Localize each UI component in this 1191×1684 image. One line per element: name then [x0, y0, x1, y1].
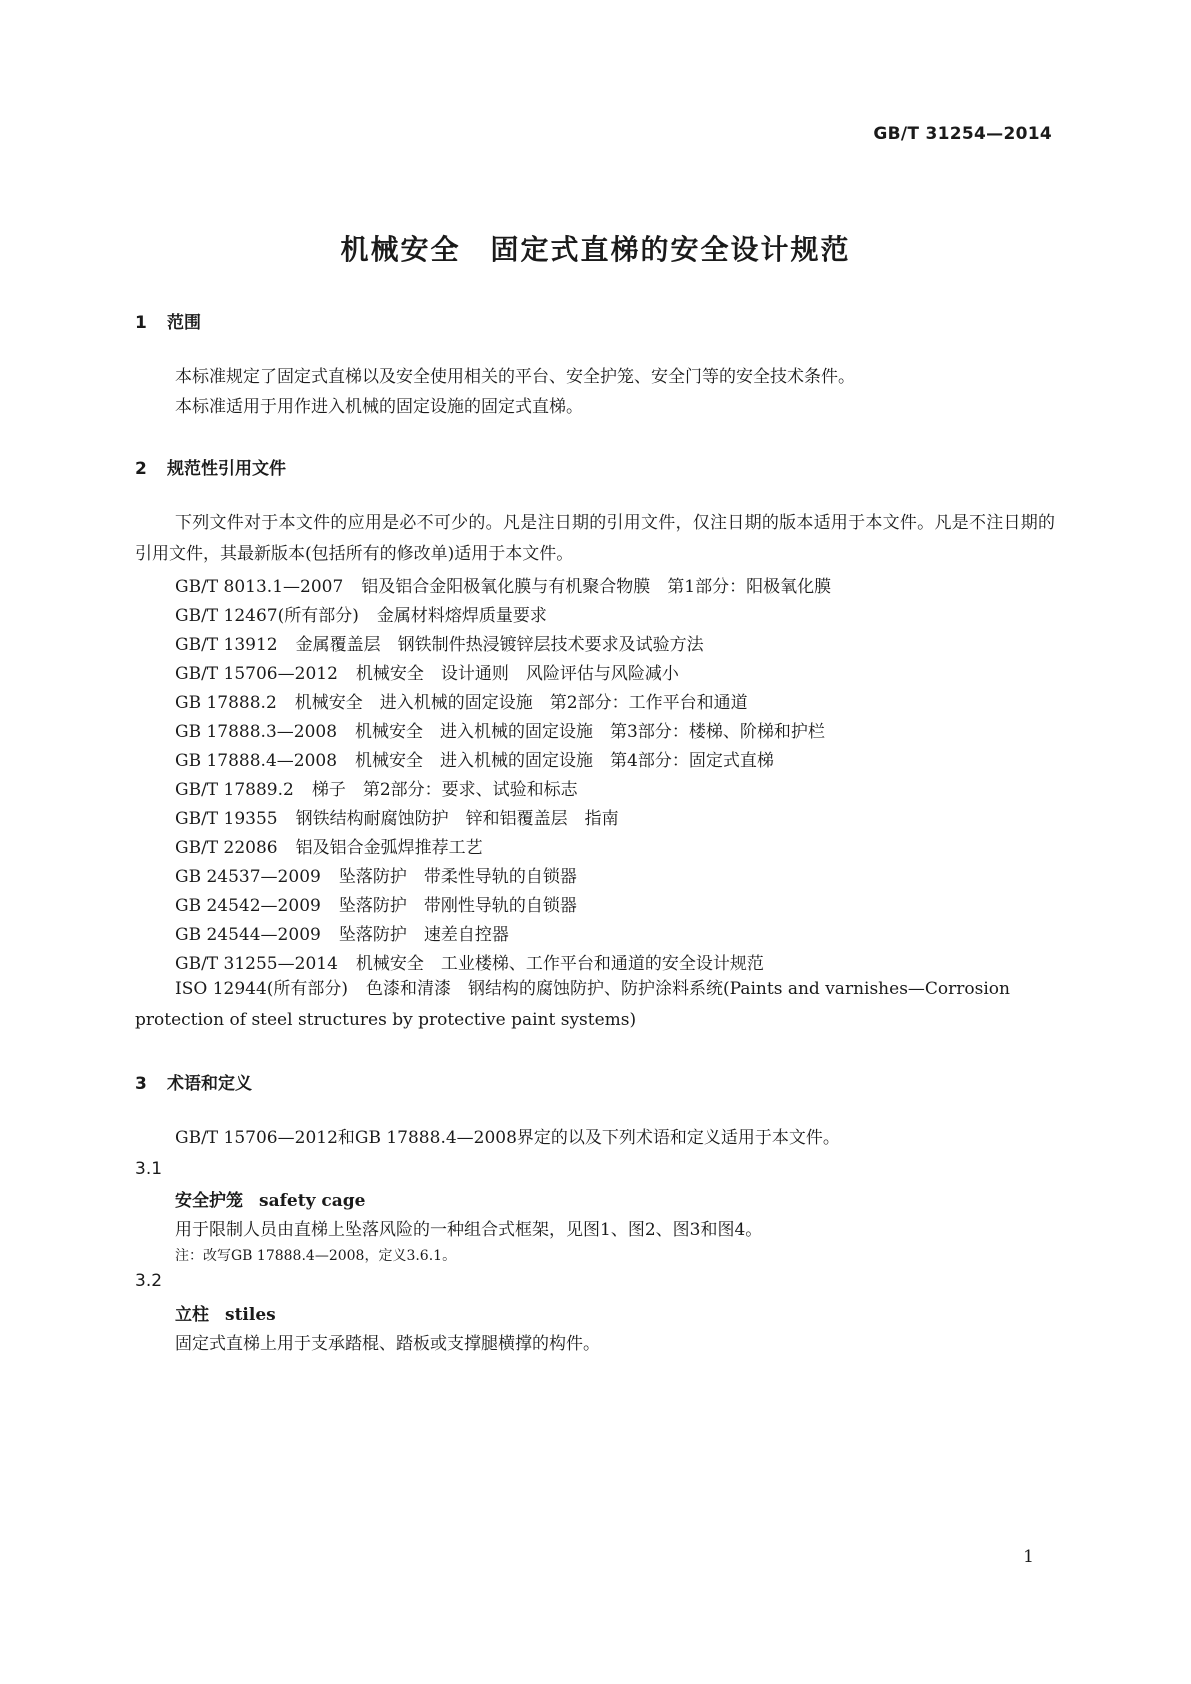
section-number: 3 [135, 1074, 147, 1094]
reference-code: GB/T 13912 [175, 635, 278, 655]
reference-code: GB 17888.4—2008 [175, 751, 338, 771]
reference-title: 铝及铝合金弧焊推荐工艺 [295, 838, 483, 858]
reference-title: 钢铁结构耐腐蚀防护 锌和铝覆盖层 指南 [295, 809, 619, 829]
page-number: 1 [1023, 1547, 1034, 1567]
reference-code: GB/T 15706—2012 [175, 664, 338, 684]
reference-title: 机械安全 进入机械的固定设施 第4部分：固定式直梯 [355, 751, 774, 771]
section-2-heading [135, 454, 286, 479]
term-definition: 用于限制人员由直梯上坠落风险的一种组合式框架，见图1、图2、图3和图4。 [175, 1220, 763, 1240]
reference-title: 梯子 第2部分：要求、试验和标志 [311, 780, 578, 800]
reference-title: 金属覆盖层 钢铁制件热浸镀锌层技术要求及试验方法 [295, 635, 704, 655]
reference-item [175, 659, 679, 684]
reference-code: GB/T 19355 [175, 809, 278, 829]
reference-title: 坠落防护 速差自控器 [338, 925, 509, 945]
reference-title: 机械安全 工业楼梯、工作平台和通道的安全设计规范 [355, 954, 764, 974]
reference-code: GB/T 22086 [175, 838, 278, 858]
reference-item [135, 974, 1055, 1036]
scope-paragraph: 本标准适用于用作进入机械的固定设施的固定式直梯。 [175, 397, 583, 417]
reference-item [175, 862, 577, 887]
reference-title: 坠落防护 带刚性导轨的自锁器 [338, 896, 577, 916]
reference-item [175, 746, 774, 771]
term-name-en: safety cage [259, 1191, 366, 1211]
reference-title: 机械安全 进入机械的固定设施 第2部分：工作平台和通道 [294, 693, 748, 713]
reference-item [175, 891, 577, 916]
term-number: 3.1 [135, 1159, 163, 1179]
section-1-heading [135, 308, 201, 333]
reference-code: GB 24544—2009 [175, 925, 321, 945]
reference-code: GB/T 8013.1—2007 [175, 577, 344, 597]
term-definition: 固定式直梯上用于支承踏棍、踏板或支撑腿横撑的构件。 [175, 1334, 600, 1354]
reference-item [175, 688, 748, 713]
reference-item [175, 717, 825, 742]
reference-title: 机械安全 进入机械的固定设施 第3部分：楼梯、阶梯和护栏 [355, 722, 825, 742]
reference-item [175, 572, 831, 597]
references-intro: 下列文件对于本文件的应用是必不可少的。凡是注日期的引用文件，仅注日期的版本适用于本文件。凡是不注日期的引用文件，其最新版本(包括所有的修改单)适用于本文件。 [135, 513, 1055, 564]
reference-item [175, 775, 578, 800]
scope-paragraph: 本标准规定了固定式直梯以及安全使用相关的平台、安全护笼、安全门等的安全技术条件。 [175, 367, 855, 387]
section-title: 术语和定义 [167, 1074, 252, 1094]
reference-title: 铝及铝合金阳极氧化膜与有机聚合物膜 第1部分：阳极氧化膜 [361, 577, 832, 597]
reference-code: GB/T 17889.2 [175, 780, 294, 800]
reference-code: GB/T 12467(所有部分) [175, 606, 359, 626]
reference-title: 金属材料熔焊质量要求 [376, 606, 547, 626]
reference-title: 色漆和清漆 钢结构的腐蚀防护、防护涂料系统(Paints and varnishes—Corrosion protection of steel structures by protective paint systems) [135, 979, 1010, 1030]
term-name-cn: 安全护笼 [175, 1191, 243, 1211]
reference-item [175, 630, 704, 655]
term-name [175, 1186, 365, 1211]
reference-item [175, 920, 509, 945]
section-number: 2 [135, 459, 147, 479]
standard-code: GB/T 31254—2014 [873, 124, 1052, 144]
section-title: 规范性引用文件 [167, 459, 286, 479]
term-name-en: stiles [225, 1305, 276, 1325]
reference-title: 机械安全 设计通则 风险评估与风险减小 [355, 664, 679, 684]
reference-code: GB 17888.3—2008 [175, 722, 338, 742]
reference-item [175, 804, 619, 829]
reference-item [175, 601, 547, 626]
reference-item [175, 949, 764, 974]
term-name [175, 1300, 276, 1325]
reference-code: GB 17888.2 [175, 693, 277, 713]
term-note: 注：改写GB 17888.4—2008，定义3.6.1。 [175, 1248, 457, 1264]
reference-item [175, 833, 483, 858]
reference-code: ISO 12944(所有部分) [175, 979, 349, 999]
section-3-heading [135, 1069, 252, 1094]
term-number: 3.2 [135, 1271, 163, 1291]
term-name-cn: 立柱 [175, 1305, 209, 1325]
reference-title: 坠落防护 带柔性导轨的自锁器 [338, 867, 577, 887]
section-title: 范围 [167, 313, 201, 333]
terms-intro: GB/T 15706—2012和GB 17888.4—2008界定的以及下列术语和定义适用于本文件。 [175, 1128, 840, 1148]
section-number: 1 [135, 313, 147, 333]
reference-code: GB 24537—2009 [175, 867, 321, 887]
document-title: 机械安全 固定式直梯的安全设计规范 [340, 233, 851, 266]
reference-code: GB 24542—2009 [175, 896, 321, 916]
reference-code: GB/T 31255—2014 [175, 954, 338, 974]
